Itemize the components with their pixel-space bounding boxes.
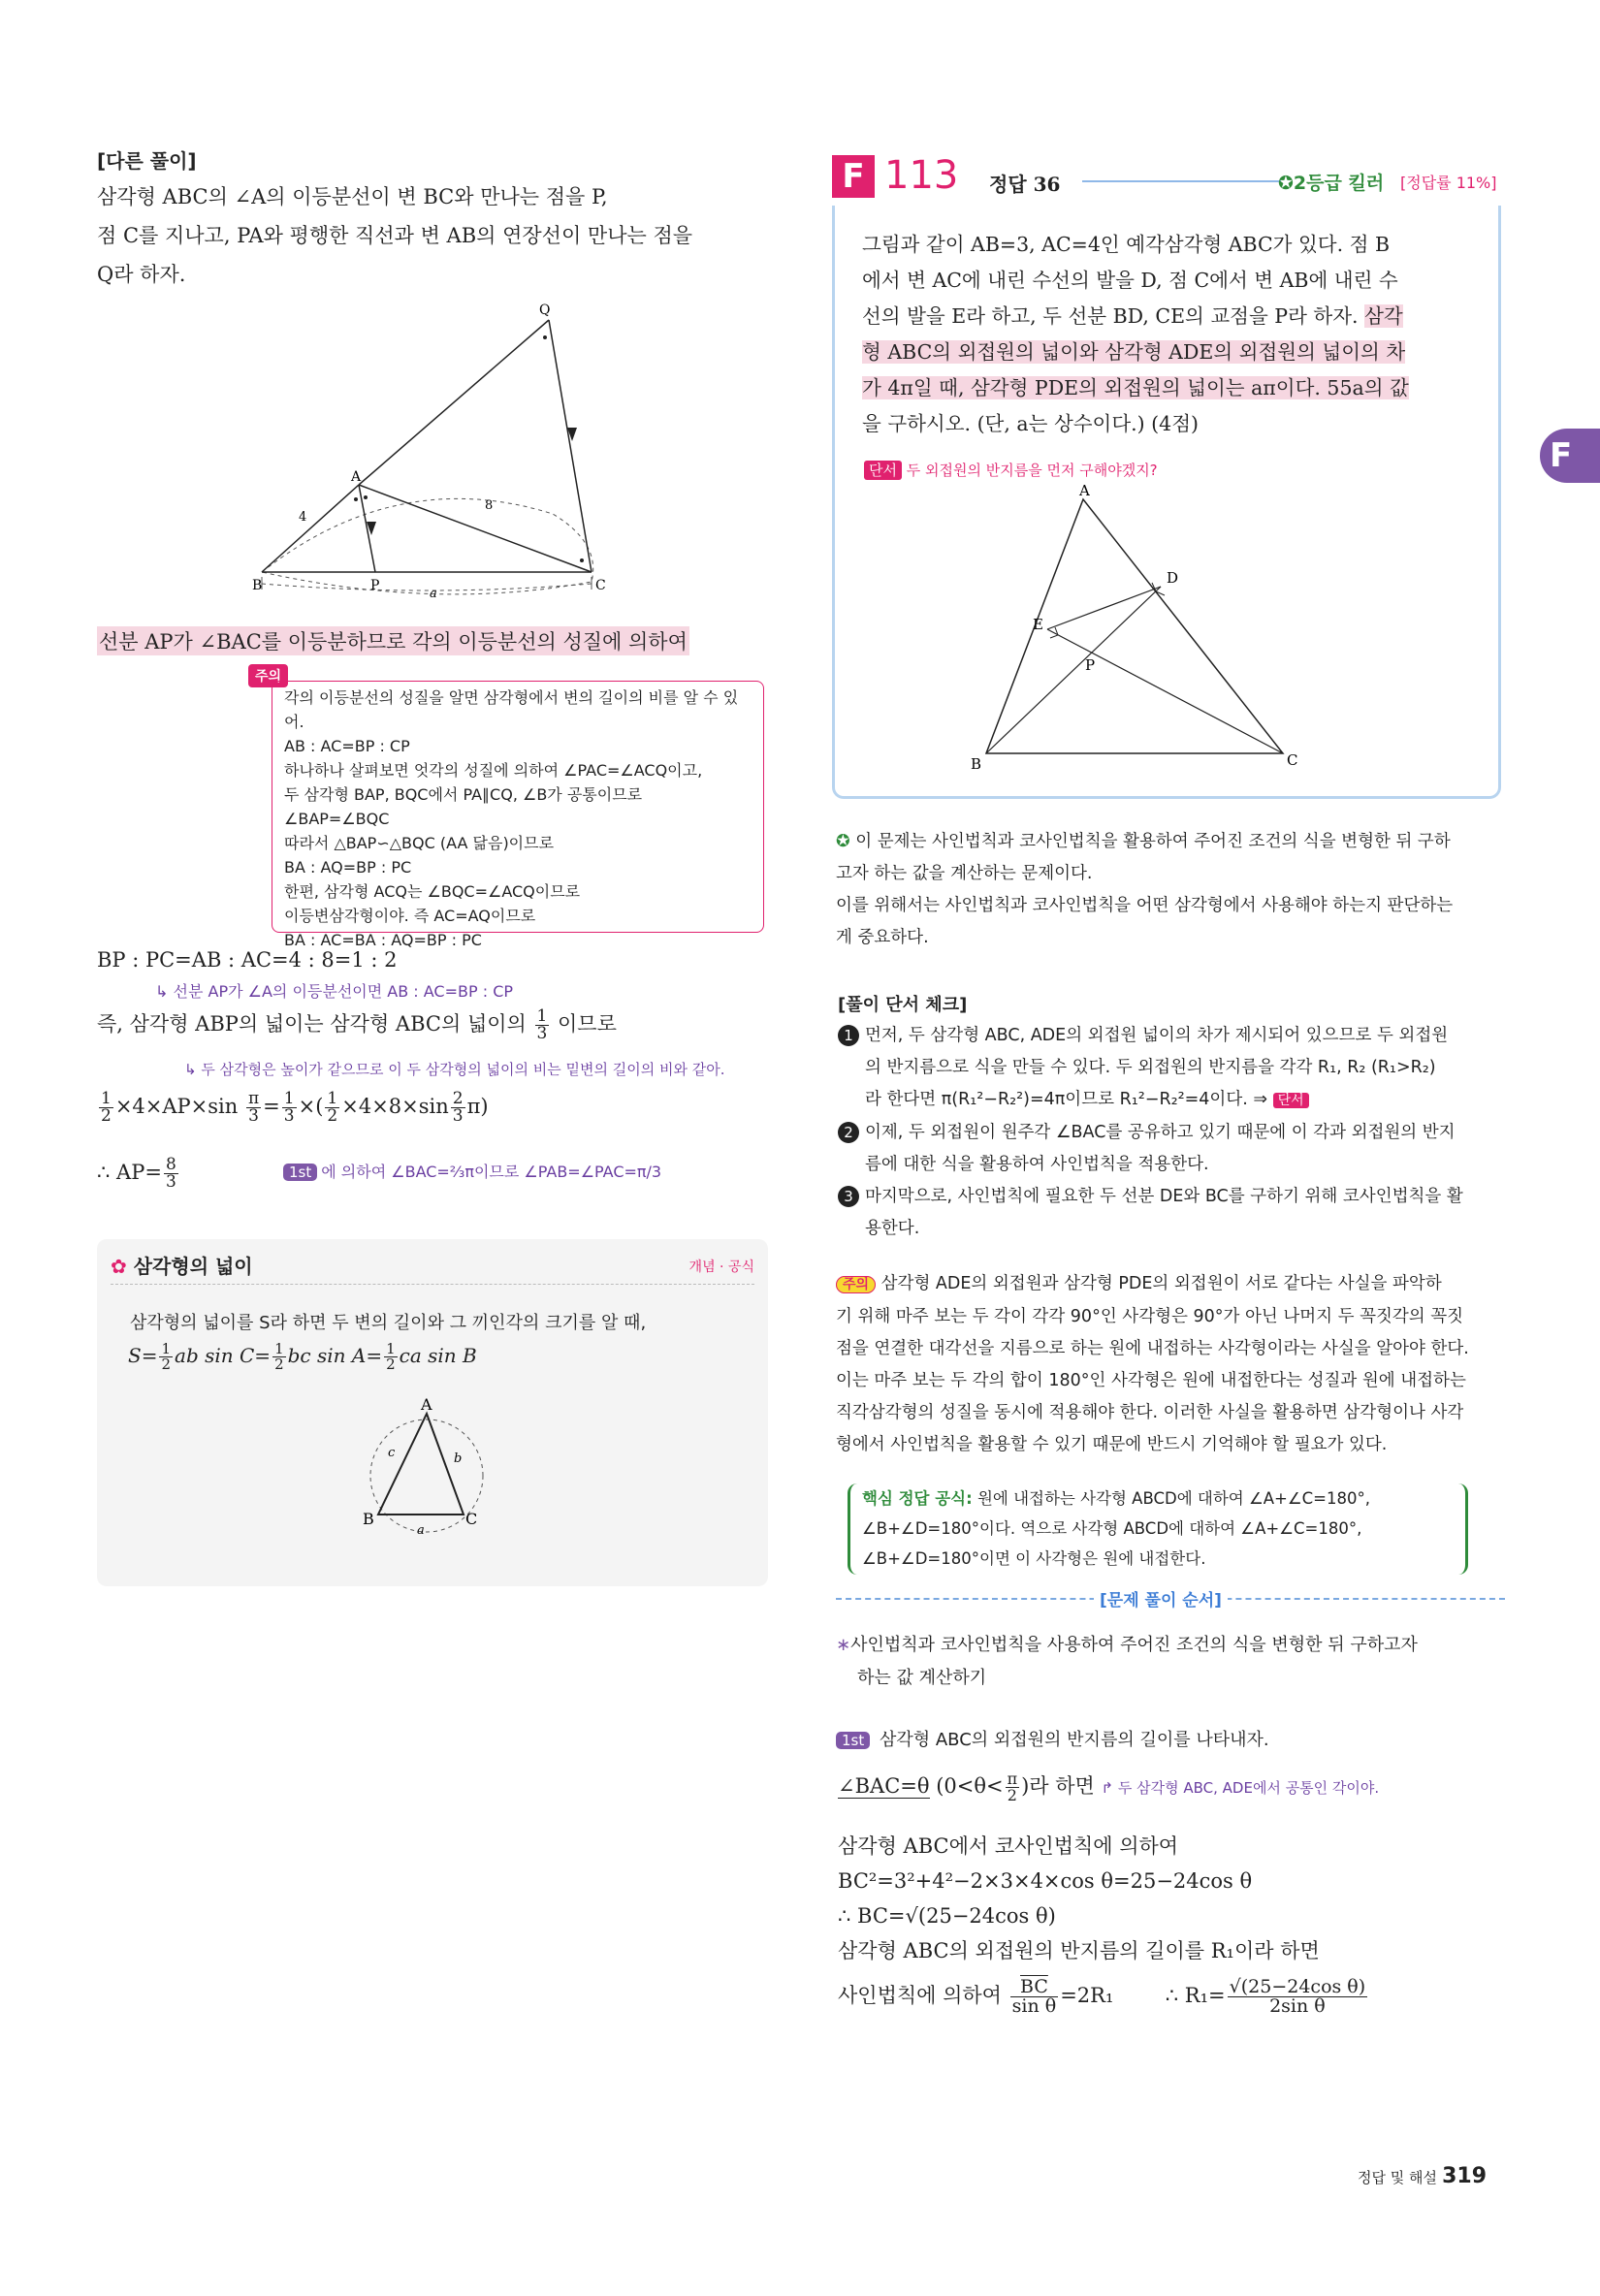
star-icon-2: ✪ — [836, 832, 850, 851]
equation-line: $\frac{1}{2}$ ×4×AP×sin $\frac{\pi}{3}$ = $\frac{1}{3}$ ×( $\frac{1}{2}$ ×4×8×sin $\frac{2}{3}$ π) — [101, 1089, 489, 1126]
concept-formula: S= $\frac{1}{2}$ ab sin C= $\frac{1}{2}$ bc sin A= $\frac{1}{2}$ ca sin B — [128, 1340, 477, 1373]
caution-right-1: 삼각형 ADE의 외접원과 삼각형 PDE의 외접원이 서로 같다는 사실을 파악하 — [880, 1274, 1442, 1293]
problem-box — [832, 206, 1501, 799]
cos-block — [838, 1829, 1320, 1968]
concept-text: 삼각형의 넓이를 S라 하면 두 변의 길이와 그 끼인각의 크기를 알 때, — [130, 1313, 647, 1333]
concept-title: 삼각형의 넓이 — [133, 1255, 253, 1278]
caution-line-6: 따라서 △BAP∽△BQC (AA 닮음)이므로 — [284, 834, 555, 852]
cos-eq: BC²=3²+4²−2×3×4×cos θ=25−24cos θ — [838, 1869, 1253, 1893]
eq-lhs: ×4×AP×sin — [114, 1095, 239, 1118]
problem-line-5: 가 4π일 때, 삼각형 PDE의 외접원의 넓이는 aπ이다. 55a의 값 — [862, 376, 1409, 399]
first-note — [283, 1160, 661, 1182]
problem-header — [832, 155, 1511, 204]
bc-eq: ∴ BC=√(25−24cos θ) — [838, 1904, 1056, 1928]
hint-badge: 단서 — [864, 461, 902, 480]
first-note-text: 에 의하여 ∠BAC=⅔π이므로 ∠PAB=∠PAC=π/3 — [321, 1163, 662, 1181]
problem-line-2: 에서 변 AC에 내린 수선의 발을 D, 점 C에서 변 AB에 내린 수 — [862, 269, 1398, 292]
concept-formula-s: S= — [128, 1344, 158, 1367]
r1-num: √(25−24cos θ) — [1229, 1976, 1366, 1997]
step1-tag: 1st — [836, 1732, 870, 1749]
cos-intro: 삼각형 ABC에서 코사인법칙에 의하여 — [838, 1834, 1179, 1858]
step1-text: 삼각형 ABC의 외접원의 반지름의 길이를 나타내자. — [879, 1730, 1269, 1750]
check-2-line-1: 이제, 두 외접원이 원주각 ∠BAC를 공유하고 있기 때문에 이 각과 외접원의 반지 — [865, 1123, 1456, 1142]
therefore-line: ∴ AP= $\frac{8}{3}$ — [97, 1155, 176, 1192]
check-1-line-1: 먼저, 두 삼각형 ABC, ADE의 외접원 넓이의 차가 제시되어 있으므로 두 외접원 — [865, 1026, 1449, 1045]
side-tab: F — [1540, 429, 1600, 483]
ratio-note: ↳ 선분 AP가 ∠A의 이등분선이면 AB : AC=BP : CP — [155, 982, 514, 1001]
label-b: B — [252, 578, 263, 593]
core-title: 핵심 정답 공식: — [862, 1489, 973, 1508]
check-list — [838, 1020, 1507, 1245]
intro-text — [836, 826, 1505, 954]
sine-block: 사인법칙에 의하여 $\frac{\overline{BC}}{\text{sin θ}}$ =2R₁ ∴ R₁= $\frac{\text{√(25−24cos θ)}}{\text{2sin θ}}$ — [838, 1976, 1366, 2017]
eq-mid: = — [263, 1095, 280, 1118]
problem-number: 113 — [884, 153, 959, 198]
caution-right-3: 점을 연결한 대각선을 지름으로 하는 원에 내접하는 사각형이라는 사실을 알아야 한다. — [836, 1339, 1469, 1358]
area-line-post: 이므로 — [558, 1012, 617, 1036]
highlight-line: 선분 AP가 ∠BAC를 이등분하므로 각의 이등분선의 성질에 의하여 — [97, 626, 689, 655]
check-1-line-3: 라 한다면 π(R₁²−R₂²)=4π이므로 R₁²−R₂²=4이다. ⇒ — [865, 1090, 1268, 1109]
intro-line-2: 고자 하는 값을 계산하는 문제이다. — [836, 864, 1093, 883]
caution-right-2: 기 위해 마주 보는 두 각이 각각 90°인 사각형은 90°가 아닌 나머지 두 꼭짓각의 꼭짓 — [836, 1307, 1464, 1326]
page-number: 319 — [1442, 2164, 1488, 2188]
theta-tail: )라 하면 — [1021, 1774, 1095, 1798]
problem-letter: F — [832, 155, 875, 198]
caution-box — [272, 681, 764, 949]
caution-badge: 주의 — [248, 664, 288, 687]
concept-term-1: ab sin C= — [175, 1344, 272, 1367]
label-8: 8 — [485, 498, 494, 513]
therefore-text: ∴ AP= — [97, 1161, 162, 1184]
core-line-1: 원에 내접하는 사각형 ABCD에 대하여 ∠A+∠C=180°, — [976, 1489, 1370, 1508]
fig2-d: D — [1167, 569, 1179, 587]
problem-line-1: 그림과 같이 AB=3, AC=4인 예각삼각형 ABC가 있다. 점 B — [862, 233, 1391, 256]
killer-label: ✪2등급 킬러 — [1278, 173, 1385, 194]
alt-line-1: 삼각형 ABC의 ∠A의 이등분선이 변 BC와 만나는 점을 P, — [97, 185, 608, 208]
label-c: C — [595, 578, 606, 593]
footer-label: 정답 및 해설 — [1358, 2169, 1437, 2186]
label-p: P — [370, 578, 380, 593]
sine-eq-tail: =2R₁ — [1060, 1984, 1114, 2007]
first-tag: 1st — [283, 1164, 317, 1181]
concept-tag: 개념 · 공식 — [688, 1260, 754, 1275]
ratio-note-text: 선분 AP가 ∠A의 이등분선이면 AB : AC=BP : CP — [173, 982, 514, 1001]
figure-area-triangle — [359, 1396, 495, 1542]
core-line-3: ∠B+∠D=180°이면 이 사각형은 원에 내접한다. — [862, 1549, 1206, 1568]
label-q: Q — [539, 303, 551, 318]
check-title: [풀이 단서 체크] — [838, 995, 968, 1015]
check-2-line-2: 름에 대한 식을 활용하여 사인법칙을 적용한다. — [865, 1155, 1209, 1174]
area-line: 즉, 삼각형 ABP의 넓이는 삼각형 ABC의 넓이의 $\frac{1}{3}$ 이므로 — [97, 1006, 617, 1043]
order-line-2: 하는 값 계산하기 — [857, 1668, 987, 1688]
label-a-side: a — [430, 587, 437, 601]
caution-right-badge: 주의 — [836, 1276, 876, 1293]
intro-line-4: 게 중요하다. — [836, 928, 929, 947]
area-note: ↳ 두 삼각형은 높이가 같으므로 이 두 삼각형의 넓이의 비는 밑변의 길이의 비와 같아. — [184, 1061, 725, 1078]
label-a: A — [351, 469, 362, 485]
check-3-line-1: 마지막으로, 사인법칙에 필요한 두 선분 DE와 BC를 구하기 위해 코사인법칙을 활 — [865, 1187, 1463, 1206]
r1-therefore: ∴ R₁= — [1165, 1984, 1226, 2007]
fig3-side-b: b — [454, 1451, 463, 1466]
fig2-b: B — [971, 755, 982, 773]
core-formula — [848, 1483, 1468, 1575]
order-text — [836, 1629, 1505, 1695]
intro-line-1: 이 문제는 사인법칙과 코사인법칙을 활용하여 주어진 조건의 식을 변형한 뒤 구하 — [855, 832, 1451, 851]
concept-term-3: ca sin B — [399, 1344, 477, 1367]
fig2-a: A — [1079, 482, 1090, 499]
caution-line-9: 이등변삼각형이야. 즉 AC=AQ이므로 — [284, 907, 536, 925]
problem-line-4: 형 ABC의 외접원의 넓이와 삼각형 ADE의 외접원의 넓이의 차 — [862, 340, 1406, 364]
fig3-side-c: c — [388, 1446, 396, 1460]
problem-line-3: 선의 발을 E라 하고, 두 선분 BD, CE의 교점을 P라 하자. — [862, 304, 1359, 328]
problem-line-6: 을 구하시오. (단, a는 상수이다.) (4점) — [862, 412, 1200, 435]
r1-intro: 삼각형 ABC의 외접원의 반지름의 길이를 R₁이라 하면 — [838, 1939, 1320, 1962]
order-title: [문제 풀이 순서] — [1094, 1586, 1228, 1610]
concept-term-2: bc sin A= — [287, 1344, 383, 1367]
concept-box — [97, 1239, 768, 1586]
fig2-e: E — [1033, 616, 1043, 633]
caution-right-6: 형에서 사인법칙을 활용할 수 있기 때문에 반드시 기억해야 할 필요가 있다. — [836, 1435, 1388, 1454]
check-num-2: 2 — [838, 1122, 859, 1143]
theta-def: ∠BAC=θ — [838, 1774, 930, 1798]
alt-line-3: Q라 하자. — [97, 263, 186, 286]
flower-icon: ✿ — [111, 1255, 127, 1278]
asterisk-icon: ∗ — [836, 1635, 851, 1655]
answer-label: 정답 36 — [989, 173, 1061, 196]
core-line-2: ∠B+∠D=180°이다. 역으로 사각형 ABCD에 대하여 ∠A+∠C=180°, — [862, 1519, 1362, 1538]
sine-law: 사인법칙에 의하여 — [838, 1984, 1002, 2007]
check-3-line-2: 용한다. — [865, 1219, 920, 1238]
step1 — [836, 1726, 1269, 1751]
footer — [1358, 2164, 1487, 2188]
theta-line: ∠BAC=θ (0<θ< $\frac{\pi}{2}$ )라 하면 ↱ 두 삼각형 ABC, ADE에서 공통인 각이야. — [838, 1770, 1380, 1804]
caution-line-2: AB : AC=BP : CP — [284, 737, 410, 755]
caution-line-1: 각의 이등분선의 성질을 알면 삼각형에서 변의 길이의 비를 알 수 있어. — [284, 688, 739, 731]
caution-line-4: 두 삼각형 BAP, BQC에서 PA∥CQ, ∠B가 공통이므로 — [284, 785, 643, 804]
problem-line-3-hl: 삼각 — [1364, 304, 1403, 328]
hint-text: 두 외접원의 반지름을 먼저 구해야겠지? — [906, 462, 1158, 479]
caution-line-8: 한편, 삼각형 ACQ는 ∠BQC=∠ACQ이므로 — [284, 882, 581, 901]
fig3-a: A — [421, 1395, 432, 1414]
caution-right-5: 직각삼각형의 성질을 동시에 적용해야 한다. 이러한 사실을 활용하면 삼각형이나 사각 — [836, 1403, 1464, 1422]
check-1-line-2: 의 반지름으로 식을 만들 수 있다. 두 외접원의 반지름을 각각 R₁, R₂ (R₁>R₂) — [865, 1058, 1436, 1077]
figure-orthocenter — [971, 482, 1298, 773]
check-1-badge: 단서 — [1273, 1093, 1309, 1108]
figure-bisector — [242, 301, 650, 611]
area-note-text: 두 삼각형은 높이가 같으므로 이 두 삼각형의 넓이의 비는 밑변의 길이의 비와 같아. — [201, 1061, 725, 1078]
caution-right-4: 이는 마주 보는 두 각의 합이 180°인 사각형은 원에 내접한다는 성질과 원에 내접하는 — [836, 1371, 1466, 1390]
intro-line-3: 이를 위해서는 사인법칙과 코사인법칙을 어떤 삼각형에서 사용해야 하는지 판단하는 — [836, 896, 1454, 915]
order-line-1: 사인법칙과 코사인법칙을 사용하여 주어진 조건의 식을 변형한 뒤 구하고자 — [850, 1635, 1418, 1655]
r1-den: 2sin θ — [1269, 1995, 1326, 2017]
caution-right — [836, 1268, 1507, 1461]
caution-line-7: BA : AQ=BP : PC — [284, 858, 412, 877]
fig3-side-a: a — [417, 1523, 425, 1538]
area-line-pre: 즉, 삼각형 ABP의 넓이는 삼각형 ABC의 넓이의 — [97, 1012, 527, 1036]
caution-line-5: ∠BAP=∠BQC — [284, 810, 390, 828]
check-num-1: 1 — [838, 1025, 859, 1046]
label-4: 4 — [299, 510, 307, 525]
check-num-3: 3 — [838, 1186, 859, 1207]
rate-label: [정답률 11%] — [1400, 174, 1497, 192]
ratio-line: BP : PC=AB : AC=4 : 8=1 : 2 — [97, 948, 398, 972]
fig2-p: P — [1085, 656, 1096, 674]
alt-title: [다른 풀이] — [97, 149, 197, 173]
eq-rhs: ×4×8×sin — [341, 1095, 449, 1118]
hint — [864, 460, 1158, 480]
theta-range: (0<θ< — [936, 1774, 1004, 1798]
alt-solution — [97, 145, 776, 288]
fig3-c: C — [465, 1510, 478, 1528]
fig2-c: C — [1287, 751, 1298, 769]
theta-note: ↱ 두 삼각형 ABC, ADE에서 공통인 각이야. — [1101, 1779, 1380, 1797]
star-icon: ✪ — [1278, 173, 1294, 194]
caution-line-10: BA : AC=BA : AQ=BP : PC — [284, 931, 482, 949]
caution-line-3: 하나하나 살펴보면 엇각의 성질에 의하여 ∠PAC=∠ACQ이고, — [284, 761, 703, 780]
fig3-b: B — [363, 1510, 374, 1528]
alt-line-2: 점 C를 지나고, PA와 평행한 직선과 변 AB의 연장선이 만나는 점을 — [97, 224, 693, 247]
